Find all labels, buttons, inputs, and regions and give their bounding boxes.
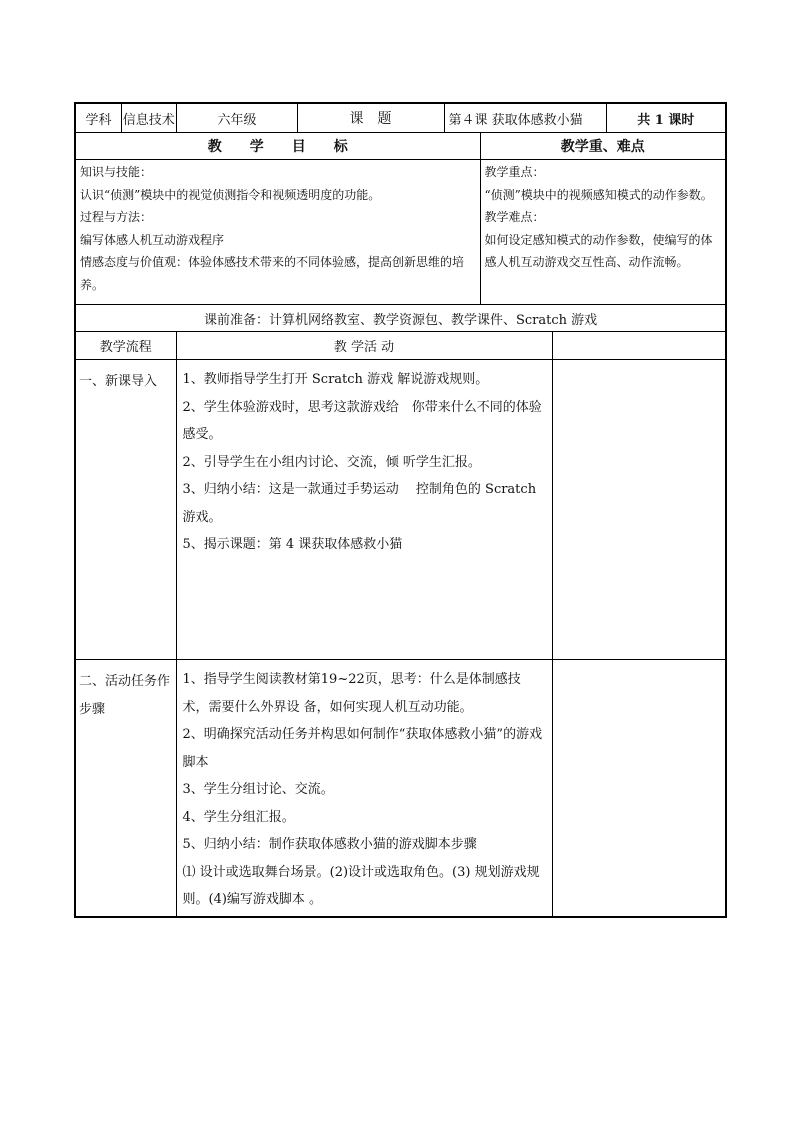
activity-line: 4、学生分组汇报。 <box>182 809 295 825</box>
activity-line: 5、揭示课题：第 4 课获取体感救小猫 <box>182 537 403 552</box>
activity-line: 1、教师指导学生打开 Scratch 游戏 解说游戏规则。 <box>182 372 489 387</box>
prep-text: 课前准备：计算机网络教室、教学资源包、教学课件、Scratch 游戏 <box>75 305 726 332</box>
grade: 六年级 <box>217 112 257 128</box>
goals-content <box>75 160 480 305</box>
topic-value: 第４课 获取体感救小猫 <box>444 103 606 133</box>
key-line: 教学重点： <box>484 165 545 179</box>
goal-line: 知识与技能： <box>80 165 153 179</box>
goals-title: 教 学 目 标 <box>75 133 480 160</box>
hours: 共 1 课时 <box>606 103 726 133</box>
activity-line: 2、引导学生在小组内讨论、交流，倾 听学生汇报。 <box>182 454 481 470</box>
activity-line: 2、学生体验游戏时，思考这款游戏给 你带来什么不同的体验感受。 <box>182 399 542 442</box>
goals-content-row <box>75 160 726 305</box>
header-row <box>75 103 726 133</box>
activity-line: 5、归纳小结：制作获取体感救小猫的游戏脚本步骤 <box>182 837 477 852</box>
activity-line: ⑴ 设计或选取舞台场景。(2)设计或选取角色。(3) 规划游戏规则。(4)编写游戏脚本 。 <box>182 864 540 907</box>
goal-line: 情感态度与价值观：体验体感技术带来的不同体验感，提高创新思维的培养。 <box>80 255 465 292</box>
activity-header-blank <box>552 332 726 360</box>
flow-header: 教学流程 <box>75 332 176 360</box>
activity-header: 教 学活 动 <box>176 332 552 360</box>
section-notes <box>552 360 726 660</box>
subject-label-text: 学科 <box>76 104 122 132</box>
goal-line: 认识“侦测”模块中的视觉侦测指令和视频透明度的功能。 <box>80 187 381 202</box>
section-notes <box>552 660 726 917</box>
lesson-plan-table <box>74 102 727 918</box>
subject-value: 信息技术 <box>122 112 175 128</box>
flow-header-row <box>75 332 726 360</box>
subject-label <box>75 103 176 133</box>
activity-line: 2、明确探究活动任务并构思如何制作“获取体感救小猫”的游戏脚本 <box>182 727 543 770</box>
section-activities <box>176 660 552 917</box>
activity-line: 1、指导学生阅读教材第19~22页，思考：什么是体制感技术，需要什么外界设 备，如何实现人机互动功能。 <box>182 672 521 715</box>
section-label: 二、活动任务作步骤 <box>75 660 176 917</box>
lesson-plan-page <box>74 102 725 918</box>
key-points-title: 教学重、难点 <box>480 133 726 160</box>
section-row <box>75 360 726 660</box>
activity-line: 3、归纳小结：这是一款通过手势运动 控制角色的 Scratch 游戏。 <box>182 482 537 525</box>
section-row <box>75 660 726 917</box>
key-line: “侦测”模块中的视频感知模式的动作参数。 <box>484 187 713 202</box>
prep-row <box>75 305 726 332</box>
activity-line: 3、学生分组讨论、交流。 <box>182 782 334 797</box>
section-label: 一、新课导入 <box>75 360 176 660</box>
section-activities <box>176 360 552 660</box>
key-line: 教学难点： <box>484 210 545 224</box>
grade-cell <box>176 103 297 133</box>
goal-line: 编写体感人机互动游戏程序 <box>80 232 225 247</box>
goals-title-row <box>75 133 726 160</box>
key-line: 如何设定感知模式的动作参数，使编写的体感人机互动游戏交互性高、动作流畅。 <box>484 232 713 269</box>
topic-label: 课 题 <box>297 103 444 133</box>
key-points-content <box>480 160 726 305</box>
goal-line: 过程与方法： <box>80 210 153 224</box>
